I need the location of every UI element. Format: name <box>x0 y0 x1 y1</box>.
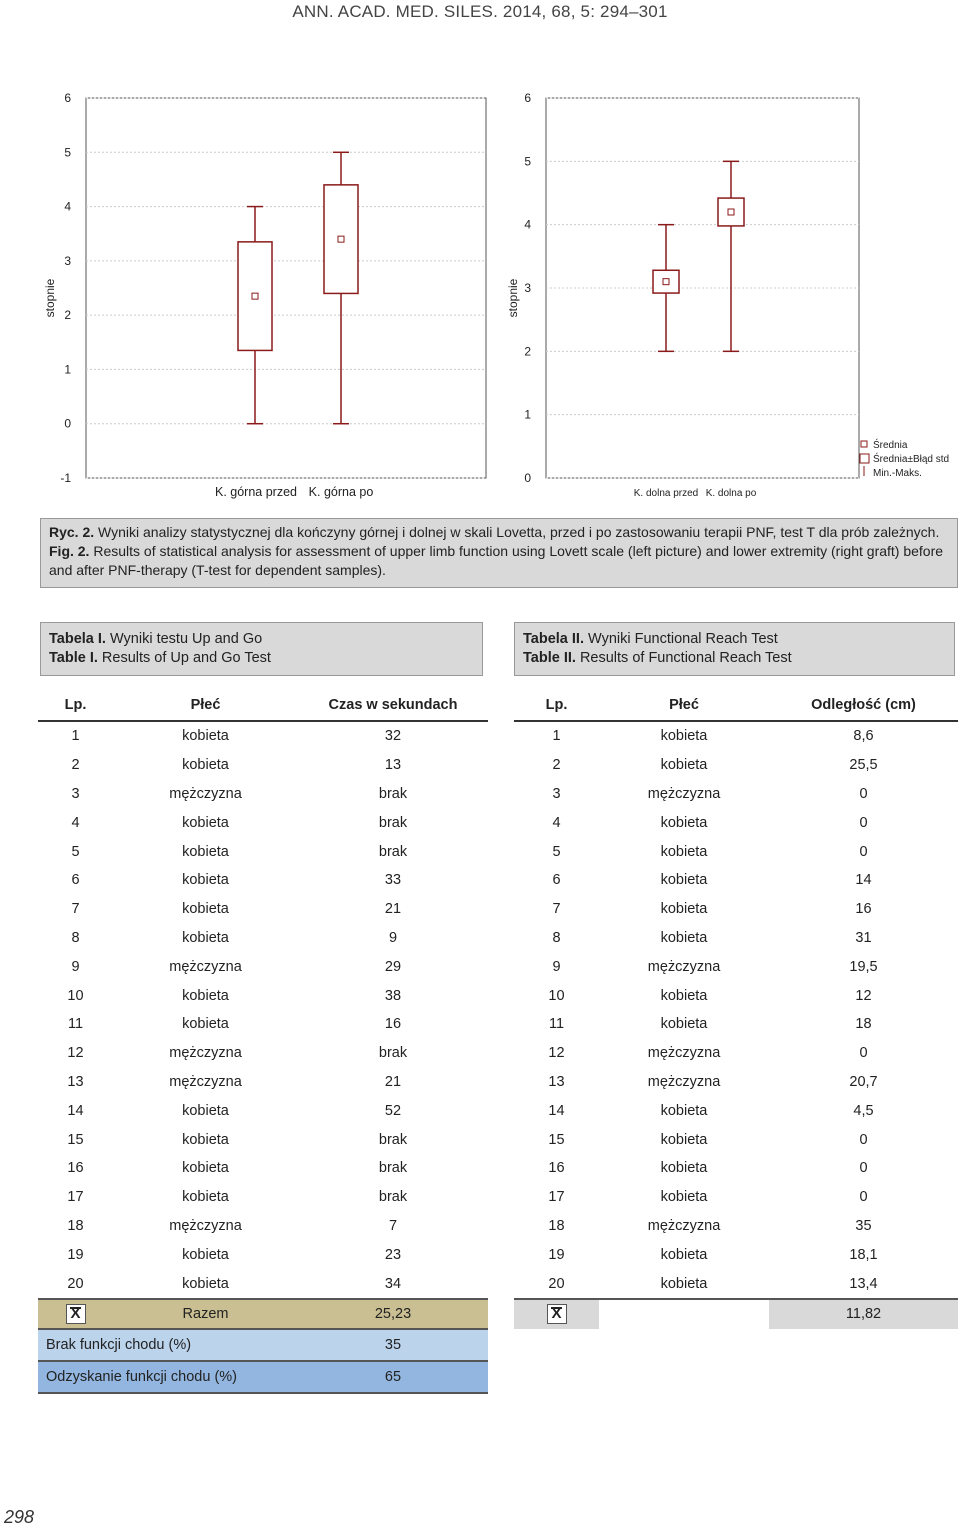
table-row <box>514 1183 958 1212</box>
table-row <box>38 1154 488 1183</box>
y-tick-label: 5 <box>524 154 531 169</box>
table2-cell-plec: kobieta <box>660 1131 708 1148</box>
table1-cell-plec: mężczyzna <box>169 1217 242 1234</box>
caption-pl <box>49 523 949 542</box>
table2-header-plec: Płeć <box>599 690 769 721</box>
table-row <box>38 808 488 837</box>
table2-cell-lp: 16 <box>548 1160 565 1177</box>
table1-cell-value: brak <box>378 843 408 860</box>
x-category-label: K. górna po <box>308 485 374 499</box>
table2-cell-value: 0 <box>859 1189 868 1206</box>
table1-cell-value: 38 <box>384 987 402 1004</box>
table1-cell-lp: 18 <box>67 1217 84 1234</box>
table1-cell-lp: 1 <box>71 728 80 745</box>
table-row <box>514 1240 958 1269</box>
table2-cell-plec: mężczyzna <box>647 958 721 975</box>
table2-cell-plec: kobieta <box>660 728 708 745</box>
table2-cell-plec: kobieta <box>660 872 708 889</box>
table1-cell-lp: 5 <box>71 843 80 860</box>
table-row <box>514 924 958 953</box>
table2-cell-plec: kobieta <box>660 843 708 860</box>
table-row <box>38 981 488 1010</box>
table2-cell-plec: kobieta <box>660 757 708 774</box>
table-row <box>514 1125 958 1154</box>
odzysk-row <box>38 1361 488 1393</box>
table-row <box>514 1039 958 1068</box>
table-row <box>514 1068 958 1097</box>
table1-cell-lp: 20 <box>67 1275 84 1292</box>
table2-mean-row <box>514 1299 958 1329</box>
table2-mean-value: 11,82 <box>769 1299 958 1329</box>
table1-header-czas: Czas w sekundach <box>298 690 488 721</box>
table1-header-lp: Lp. <box>38 690 113 721</box>
caption-pl-label: Ryc. 2. <box>49 524 95 540</box>
table-row <box>514 721 958 751</box>
table2-cell-lp: 5 <box>552 843 561 860</box>
table-row <box>38 751 488 780</box>
table2-cell-lp: 18 <box>548 1217 565 1234</box>
table2-cell-value: 13,4 <box>849 1275 878 1292</box>
table1-cell-plec: kobieta <box>182 843 229 860</box>
boxplot-svg <box>41 86 955 514</box>
table2-cell-lp: 7 <box>552 901 561 918</box>
table1-cell-plec: kobieta <box>182 1189 229 1206</box>
table2-cell-value: 14 <box>855 872 872 889</box>
table1-cell-plec: mężczyzna <box>169 958 242 975</box>
table2-cell-plec: kobieta <box>660 1275 708 1292</box>
legend-mean-swatch <box>861 441 867 447</box>
y-tick-label: 4 <box>524 217 531 232</box>
x-category-label: K. górna przed <box>215 485 297 499</box>
table-row <box>38 780 488 809</box>
table1-cell-plec: kobieta <box>182 757 229 774</box>
table2-cell-lp: 4 <box>552 814 561 831</box>
y-tick-label: 3 <box>64 253 71 268</box>
table2-cell-lp: 3 <box>552 785 561 802</box>
table1-cell-plec: mężczyzna <box>169 1073 242 1090</box>
table1-cell-plec: kobieta <box>182 1246 229 1263</box>
table2-cell-value: 0 <box>859 1045 868 1062</box>
table1-cell-plec: kobieta <box>182 901 229 918</box>
table1-cell-plec: kobieta <box>182 872 229 889</box>
y-tick-label: 5 <box>64 145 71 160</box>
legend-mean-label: Średnia <box>873 440 908 451</box>
table-row <box>38 1096 488 1125</box>
table1-header-plec: Płeć <box>113 690 298 721</box>
table-row <box>514 751 958 780</box>
table2-cell-value: 12 <box>855 987 872 1004</box>
table-row <box>38 1269 488 1299</box>
mean-marker <box>338 236 344 242</box>
table1-cell-value: brak <box>378 1160 408 1177</box>
table2-cell-plec: mężczyzna <box>647 785 721 802</box>
table-row <box>38 866 488 895</box>
table1-cell-lp: 7 <box>71 901 80 918</box>
caption-pl-text: Wyniki analizy statystycznej dla kończyny górnej i dolnej w skali Lovetta, przed i po zastosowaniu terapii PNF, test T dla prób zależnych. <box>94 524 940 540</box>
table1-cell-plec: kobieta <box>182 1160 229 1177</box>
table1-cell-value: 16 <box>384 1016 402 1033</box>
table-row <box>38 1183 488 1212</box>
table2-title-pl: Wyniki Functional Reach Test <box>583 631 778 647</box>
table2-cell-lp: 8 <box>552 929 561 946</box>
table2-cell-lp: 6 <box>552 872 561 889</box>
table1-cell-plec: kobieta <box>182 1131 229 1148</box>
odzysk-label: Odzyskanie funkcji chodu (%) <box>46 1369 237 1385</box>
table1-cell-plec: kobieta <box>182 814 229 831</box>
table-row <box>38 1212 488 1241</box>
table1-cell-value: 32 <box>384 728 402 745</box>
table1-title-en-label: Table I. <box>49 650 98 666</box>
table1-cell-lp: 8 <box>71 929 80 946</box>
y-tick-label: 2 <box>524 344 531 359</box>
table1-cell-value: brak <box>378 814 408 831</box>
table2-cell-lp: 9 <box>552 958 561 975</box>
table2-cell-plec: kobieta <box>660 929 708 946</box>
table-row <box>38 1125 488 1154</box>
y-axis-label: stopnie <box>43 278 57 318</box>
table1-cell-value: brak <box>378 1045 408 1062</box>
table1-cell-lp: 3 <box>71 785 80 802</box>
table2-cell-plec: mężczyzna <box>647 1045 721 1062</box>
table2-cell-value: 35 <box>855 1217 872 1234</box>
table2-cell-lp: 10 <box>548 987 565 1004</box>
y-tick-label: 0 <box>524 471 531 485</box>
table2-cell-plec: kobieta <box>660 1189 708 1206</box>
table2-cell-lp: 12 <box>548 1045 565 1062</box>
table1-cell-plec: kobieta <box>182 1016 229 1033</box>
table1-cell-plec: kobieta <box>182 1102 229 1119</box>
table2-cell-plec: kobieta <box>660 901 708 918</box>
table-row <box>38 721 488 751</box>
table1-cell-lp: 9 <box>71 958 80 975</box>
table-row <box>514 1010 958 1039</box>
table1-title-en: Results of Up and Go Test <box>97 650 271 666</box>
table1-cell-value: 23 <box>384 1246 402 1263</box>
table-row <box>514 866 958 895</box>
table2-cell-value: 18 <box>855 1016 872 1033</box>
table-row <box>514 981 958 1010</box>
table-functional-reach <box>514 690 958 1329</box>
table-row <box>514 895 958 924</box>
caption-en-text: Results of statistical analysis for assessment of upper limb function using Lovett scale (left picture) and lower extremity (right graft) before and after PNF-therapy (T-test for dependent samples). <box>49 543 944 578</box>
table2-cell-value: 4,5 <box>853 1102 874 1119</box>
table1-cell-lp: 6 <box>71 872 80 889</box>
table2-cell-value: 25,5 <box>849 757 878 774</box>
table2-cell-plec: kobieta <box>660 1016 708 1033</box>
table2-header-lp: Lp. <box>514 690 599 721</box>
table1-cell-plec: kobieta <box>182 728 229 745</box>
y-tick-label: 4 <box>64 199 71 214</box>
table2-title-pl-label: Tabela II. <box>523 631 584 647</box>
table-row <box>514 808 958 837</box>
table2-cell-lp: 20 <box>548 1275 565 1292</box>
table1-summary <box>38 1328 488 1394</box>
table-row <box>514 1269 958 1299</box>
caption-en <box>49 542 949 580</box>
table1-cell-value: 21 <box>384 1073 402 1090</box>
table2-mean-symbol <box>514 1299 599 1329</box>
journal-header: ANN. ACAD. MED. SILES. 2014, 68, 5: 294–301 <box>292 2 668 21</box>
table2-cell-lp: 1 <box>552 728 561 745</box>
table2-cell-value: 20,7 <box>849 1073 878 1090</box>
table-row <box>514 1096 958 1125</box>
table2-cell-lp: 14 <box>548 1102 565 1119</box>
table1-cell-lp: 10 <box>67 987 84 1004</box>
odzysk-filler <box>458 1361 488 1393</box>
table1-cell-lp: 2 <box>71 757 80 774</box>
mean-marker <box>728 209 734 215</box>
y-tick-label: 1 <box>524 407 531 422</box>
table2-cell-plec: mężczyzna <box>647 1217 721 1234</box>
table2-header-row <box>514 690 958 721</box>
y-tick-label: 0 <box>64 416 71 431</box>
table2-title <box>514 622 955 676</box>
table1-cell-plec: kobieta <box>182 1275 229 1292</box>
table2-cell-plec: kobieta <box>660 1160 708 1177</box>
table-row <box>38 952 488 981</box>
table2-cell-lp: 19 <box>548 1246 565 1263</box>
table1-cell-plec: mężczyzna <box>169 1045 242 1062</box>
figure-boxplots <box>41 86 955 514</box>
table2-cell-value: 0 <box>859 814 868 831</box>
y-tick-label: 6 <box>524 91 531 105</box>
legend-minmax-label: Min.-Maks. <box>873 468 922 479</box>
table1-cell-value: brak <box>378 785 408 802</box>
y-tick-label: 3 <box>524 281 531 295</box>
table1-cell-value: 29 <box>384 958 402 975</box>
table-row <box>38 1039 488 1068</box>
table-row <box>514 1154 958 1183</box>
table2-cell-plec: mężczyzna <box>647 1073 721 1090</box>
table-row <box>514 780 958 809</box>
table2-cell-lp: 11 <box>548 1016 565 1033</box>
table1-header-row <box>38 690 488 721</box>
odzysk-value: 65 <box>384 1369 402 1385</box>
table2-cell-value: 0 <box>859 843 868 860</box>
table1-cell-value: 21 <box>384 901 402 918</box>
mean-marker <box>252 293 258 299</box>
table1-cell-value: 13 <box>384 757 402 774</box>
table1-cell-plec: kobieta <box>182 929 229 946</box>
table1-cell-lp: 17 <box>67 1189 84 1206</box>
table-row <box>38 837 488 866</box>
x-category-label: K. dolna po <box>705 488 757 499</box>
table2-cell-value: 31 <box>855 929 872 946</box>
table1-cell-value: 52 <box>384 1102 402 1119</box>
table1-cell-plec: kobieta <box>182 987 229 1004</box>
table-row <box>38 895 488 924</box>
xbar-icon: X <box>547 1304 567 1324</box>
table2-title-en: Results of Functional Reach Test <box>575 650 792 666</box>
table1-cell-value: 9 <box>388 929 398 946</box>
table2-header-odleglosc: Odległość (cm) <box>769 690 958 721</box>
table2-cell-value: 0 <box>859 785 868 802</box>
table1-cell-value: 34 <box>384 1275 402 1292</box>
table2-cell-lp: 2 <box>552 757 561 774</box>
legend-se-label: Średnia±Błąd std <box>873 454 950 465</box>
page-number: 298 <box>4 1507 35 1527</box>
xbar-icon: X <box>66 1304 86 1324</box>
table2-cell-plec: kobieta <box>660 987 708 1004</box>
table1-title-pl: Wyniki testu Up and Go <box>105 631 263 647</box>
table1-cell-value: brak <box>378 1131 408 1148</box>
y-tick-label: 2 <box>64 308 71 323</box>
table1-cell-lp: 12 <box>67 1045 84 1062</box>
table1-mean-symbol <box>38 1299 113 1329</box>
table1-cell-value: 33 <box>384 872 402 889</box>
x-category-label: K. dolna przed <box>633 488 699 499</box>
table1-mean-value: 25,23 <box>374 1306 412 1323</box>
table-row <box>38 1010 488 1039</box>
caption-en-label: Fig. 2. <box>49 543 90 559</box>
y-tick-label: 6 <box>64 91 71 105</box>
table-row <box>38 1068 488 1097</box>
plot-frame <box>86 98 486 478</box>
table2-cell-value: 0 <box>859 1160 868 1177</box>
table2-cell-value: 8,6 <box>853 728 874 745</box>
table1-cell-lp: 13 <box>67 1073 84 1090</box>
table2-title-en-label: Table II. <box>523 650 576 666</box>
table2-cell-plec: kobieta <box>660 1246 708 1263</box>
table2-cell-plec: kobieta <box>660 814 708 831</box>
figure-caption <box>40 518 958 588</box>
table-row <box>38 1240 488 1269</box>
table2-cell-value: 0 <box>859 1131 868 1148</box>
brak-label: Brak funkcji chodu (%) <box>46 1337 192 1353</box>
table1-cell-plec: mężczyzna <box>169 785 242 802</box>
table-row <box>514 1212 958 1241</box>
brak-filler <box>458 1329 488 1361</box>
y-axis-label: stopnie <box>506 278 520 318</box>
brak-value: 35 <box>384 1337 402 1353</box>
table2-cell-value: 16 <box>855 901 872 918</box>
table2-cell-lp: 17 <box>548 1189 565 1206</box>
legend-se-swatch <box>860 454 869 463</box>
table2-cell-plec: kobieta <box>660 1102 708 1119</box>
table1-title-pl-label: Tabela I. <box>49 631 106 647</box>
table1-cell-value: 7 <box>388 1217 398 1234</box>
table1-cell-value: brak <box>378 1189 408 1206</box>
brak-row <box>38 1329 488 1361</box>
table-row <box>38 924 488 953</box>
table-up-and-go <box>38 690 488 1329</box>
table1-title <box>40 622 483 676</box>
table2-cell-value: 19,5 <box>849 958 878 975</box>
table1-cell-lp: 15 <box>67 1131 84 1148</box>
table2-cell-lp: 13 <box>548 1073 565 1090</box>
table1-mean-row <box>38 1299 488 1329</box>
table1-cell-lp: 16 <box>67 1160 84 1177</box>
table-row <box>514 952 958 981</box>
y-tick-label: -1 <box>60 471 71 485</box>
table1-cell-lp: 4 <box>71 814 80 831</box>
table1-mean-label: Razem <box>182 1306 229 1323</box>
y-tick-label: 1 <box>64 362 71 377</box>
table1-cell-lp: 19 <box>67 1246 84 1263</box>
table1-cell-lp: 11 <box>67 1016 84 1033</box>
table2-mean-blank <box>599 1299 769 1329</box>
table2-cell-lp: 15 <box>548 1131 565 1148</box>
mean-marker <box>663 279 669 285</box>
table2-cell-value: 18,1 <box>849 1246 878 1263</box>
table-row <box>514 837 958 866</box>
table1-cell-lp: 14 <box>67 1102 84 1119</box>
